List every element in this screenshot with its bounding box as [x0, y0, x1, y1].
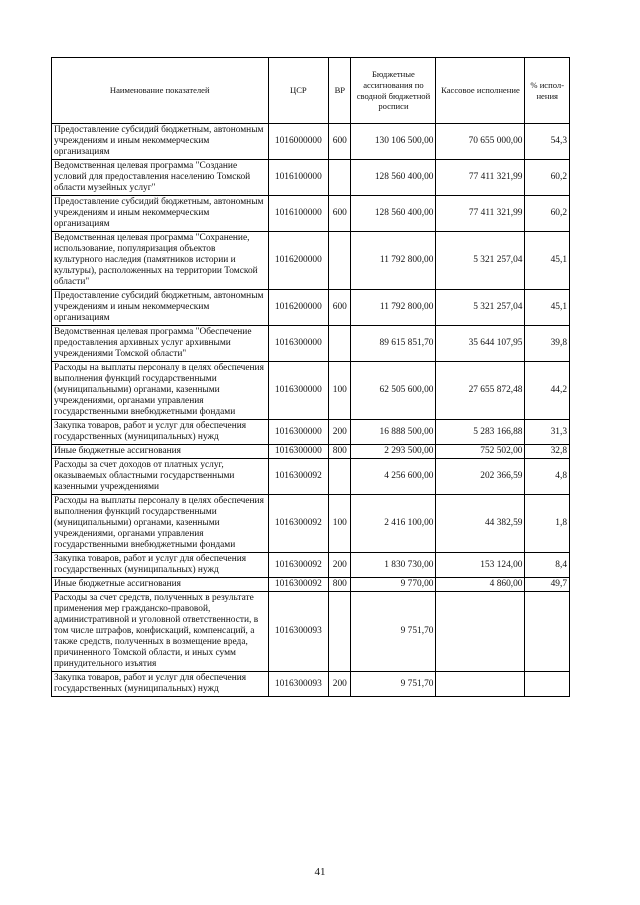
cell-budget: 89 615 851,70 — [351, 326, 436, 362]
cell-vr: 200 — [329, 672, 351, 697]
table-header-row — [52, 58, 570, 124]
table-row — [52, 459, 570, 495]
cell-csr: 1016300093 — [268, 592, 329, 672]
cell-name: Закупка товаров, работ и услуг для обеспечения государственных (муниципальных) нужд — [52, 420, 269, 445]
cell-percent: 54,3 — [525, 124, 570, 160]
cell-cash — [436, 592, 525, 672]
table-row — [52, 362, 570, 420]
cell-csr: 1016000000 — [268, 124, 329, 160]
cell-vr: 200 — [329, 553, 351, 578]
cell-budget: 2 416 100,00 — [351, 495, 436, 553]
table-row — [52, 196, 570, 232]
cell-cash: 752 502,00 — [436, 445, 525, 459]
header-budget: Бюджетные ассигнования по сводной бюджетной росписи — [351, 58, 436, 124]
cell-name: Расходы на выплаты персоналу в целях обеспечения выполнения функций государственными (муниципальными) органами, казенными учреждениями, органами управления государственными внебюджетными фондами — [52, 362, 269, 420]
cell-name: Ведомственная целевая программа "Создание условий для предоставления населению Томской области музейных услуг" — [52, 160, 269, 196]
page-number: 41 — [314, 866, 326, 878]
cell-cash: 44 382,59 — [436, 495, 525, 553]
cell-budget: 2 293 500,00 — [351, 445, 436, 459]
table-row — [52, 445, 570, 459]
cell-vr — [329, 232, 351, 290]
cell-cash: 27 655 872,48 — [436, 362, 525, 420]
cell-vr — [329, 160, 351, 196]
cell-csr: 1016200000 — [268, 290, 329, 326]
cell-cash: 77 411 321,99 — [436, 160, 525, 196]
cell-percent: 4,8 — [525, 459, 570, 495]
cell-cash: 153 124,00 — [436, 553, 525, 578]
cell-cash: 5 321 257,04 — [436, 290, 525, 326]
cell-budget: 1 830 730,00 — [351, 553, 436, 578]
cell-csr: 1016300092 — [268, 578, 329, 592]
cell-vr: 100 — [329, 362, 351, 420]
cell-name: Расходы на выплаты персоналу в целях обеспечения выполнения функций государственными (муниципальными) органами, казенными учреждениями, органами управления государственными внебюджетными фондами — [52, 495, 269, 553]
cell-percent: 49,7 — [525, 578, 570, 592]
cell-csr: 1016300092 — [268, 553, 329, 578]
table-row — [52, 578, 570, 592]
table-row — [52, 420, 570, 445]
table-row — [52, 232, 570, 290]
cell-csr: 1016300092 — [268, 459, 329, 495]
cell-cash: 5 283 166,88 — [436, 420, 525, 445]
header-vr: ВР — [329, 58, 351, 124]
cell-budget: 16 888 500,00 — [351, 420, 436, 445]
cell-name: Расходы за счет средств, полученных в результате применения мер гражданско-правовой, административной и уголовной ответственности, в том числе штрафов, конфискаций, компенсаций, а также средств, полученных в возмещение вреда, причиненного Томской области, и иных сумм принудительного изъятия — [52, 592, 269, 672]
cell-csr: 1016300092 — [268, 495, 329, 553]
cell-vr: 100 — [329, 495, 351, 553]
cell-vr: 600 — [329, 196, 351, 232]
cell-budget: 128 560 400,00 — [351, 160, 436, 196]
cell-budget: 4 256 600,00 — [351, 459, 436, 495]
cell-cash: 202 366,59 — [436, 459, 525, 495]
header-cash: Кассовое исполнение — [436, 58, 525, 124]
cell-name: Закупка товаров, работ и услуг для обеспечения государственных (муниципальных) нужд — [52, 553, 269, 578]
cell-csr: 1016300000 — [268, 445, 329, 459]
cell-cash — [436, 672, 525, 697]
header-percent: % испол-нения — [525, 58, 570, 124]
cell-budget: 9 751,70 — [351, 592, 436, 672]
cell-vr: 800 — [329, 578, 351, 592]
table-row — [52, 672, 570, 697]
table-row — [52, 592, 570, 672]
cell-percent: 1,8 — [525, 495, 570, 553]
cell-name: Предоставление субсидий бюджетным, автономным учреждениям и иным некоммерческим организациям — [52, 124, 269, 160]
cell-percent: 39,8 — [525, 326, 570, 362]
header-csr: ЦСР — [268, 58, 329, 124]
cell-budget: 9 770,00 — [351, 578, 436, 592]
cell-csr: 1016100000 — [268, 160, 329, 196]
table-row — [52, 326, 570, 362]
cell-cash: 4 860,00 — [436, 578, 525, 592]
cell-vr — [329, 459, 351, 495]
cell-percent: 45,1 — [525, 232, 570, 290]
budget-table — [51, 57, 570, 697]
cell-budget: 62 505 600,00 — [351, 362, 436, 420]
table-body — [52, 124, 570, 697]
table-row — [52, 495, 570, 553]
cell-name: Иные бюджетные ассигнования — [52, 578, 269, 592]
table-row — [52, 160, 570, 196]
cell-cash: 77 411 321,99 — [436, 196, 525, 232]
cell-name: Иные бюджетные ассигнования — [52, 445, 269, 459]
cell-cash: 70 655 000,00 — [436, 124, 525, 160]
cell-percent: 31,3 — [525, 420, 570, 445]
cell-csr: 1016100000 — [268, 196, 329, 232]
cell-vr: 600 — [329, 124, 351, 160]
cell-cash: 35 644 107,95 — [436, 326, 525, 362]
cell-csr: 1016200000 — [268, 232, 329, 290]
cell-percent: 44,2 — [525, 362, 570, 420]
cell-percent: 60,2 — [525, 196, 570, 232]
cell-percent — [525, 592, 570, 672]
header-name: Наименование показателей — [52, 58, 269, 124]
cell-vr — [329, 592, 351, 672]
table-row — [52, 553, 570, 578]
cell-csr: 1016300000 — [268, 362, 329, 420]
cell-name: Предоставление субсидий бюджетным, автономным учреждениям и иным некоммерческим организациям — [52, 196, 269, 232]
table-row — [52, 290, 570, 326]
cell-cash: 5 321 257,04 — [436, 232, 525, 290]
cell-budget: 130 106 500,00 — [351, 124, 436, 160]
cell-budget: 11 792 800,00 — [351, 232, 436, 290]
table-row — [52, 124, 570, 160]
cell-vr: 800 — [329, 445, 351, 459]
cell-budget: 128 560 400,00 — [351, 196, 436, 232]
cell-percent: 32,8 — [525, 445, 570, 459]
cell-vr — [329, 326, 351, 362]
cell-vr: 200 — [329, 420, 351, 445]
cell-percent: 8,4 — [525, 553, 570, 578]
cell-csr: 1016300000 — [268, 326, 329, 362]
cell-csr: 1016300093 — [268, 672, 329, 697]
cell-name: Предоставление субсидий бюджетным, автономным учреждениям и иным некоммерческим организациям — [52, 290, 269, 326]
cell-csr: 1016300000 — [268, 420, 329, 445]
cell-name: Расходы за счет доходов от платных услуг, оказываемых областными государственными казенными учреждениями — [52, 459, 269, 495]
cell-budget: 9 751,70 — [351, 672, 436, 697]
cell-vr: 600 — [329, 290, 351, 326]
cell-name: Ведомственная целевая программа "Обеспечение предоставления архивных услуг архивными учреждениями Томской области" — [52, 326, 269, 362]
cell-name: Закупка товаров, работ и услуг для обеспечения государственных (муниципальных) нужд — [52, 672, 269, 697]
cell-percent: 45,1 — [525, 290, 570, 326]
cell-budget: 11 792 800,00 — [351, 290, 436, 326]
cell-percent: 60,2 — [525, 160, 570, 196]
cell-percent — [525, 672, 570, 697]
cell-name: Ведомственная целевая программа "Сохранение, использование, популяризация объектов культурного наследия (памятников истории и культуры), расположенных на территории Томской области" — [52, 232, 269, 290]
